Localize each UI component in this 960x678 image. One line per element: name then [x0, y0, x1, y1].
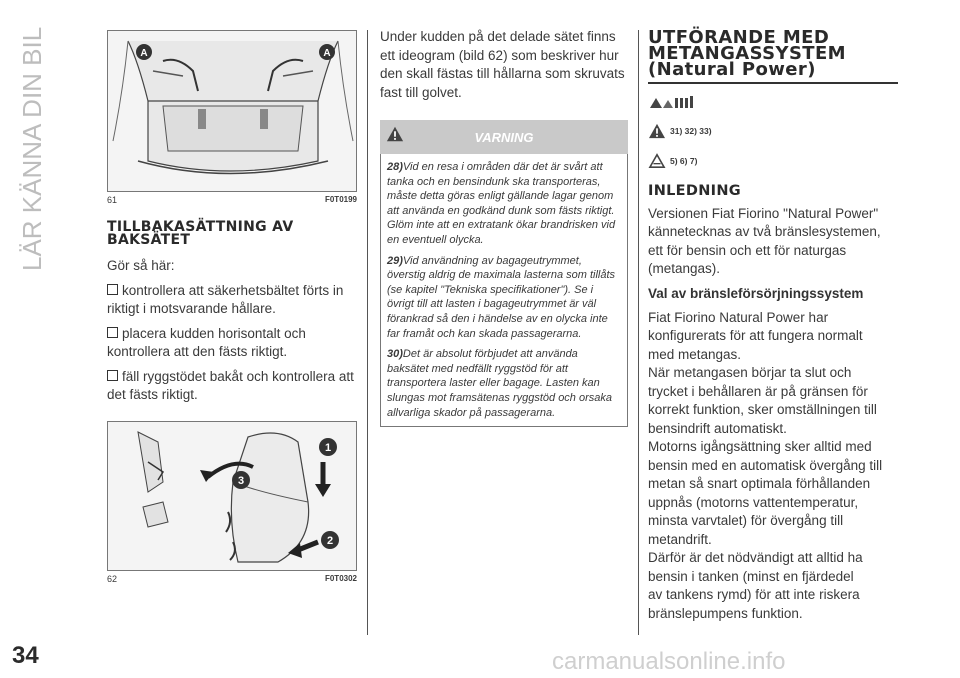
caution-icon [648, 153, 666, 169]
warning-29: 29)Vid användning av bagageutrymmet, överstig aldrig de maximala lasterna som tillåts (se kapitel "Tekniska specifikationer"). Se i övrigt till att lasten i bagageutrymmet är väl förankrad så den i händelse av en olycka inte far framåt och kan skada passagerarna. [387, 254, 616, 340]
figure-61 [107, 30, 357, 192]
svg-text:A: A [323, 48, 331, 59]
figure-61-caption [107, 195, 357, 205]
step-1: kontrollera att säkerhetsbältet förts in riktigt i motsvarande hållare. [107, 282, 344, 316]
checkbox-bullet-icon [107, 327, 118, 338]
figure-62 [107, 421, 357, 571]
step-3: fäll ryggstödet bakåt och kontrollera att det fästs riktigt. [107, 368, 354, 402]
intro-paragraph: Versionen Fiat Fiorino "Natural Power" kännetecknas av två bränslesystemen, ett för bensin och ett för naturgas (metangas). [648, 205, 881, 276]
figure-62-callout-1 [319, 438, 337, 456]
figure-62-code: F0T0302 [324, 573, 357, 583]
figure-62-callout-2 [321, 531, 339, 549]
svg-text:1: 1 [324, 441, 332, 454]
svg-text:2: 2 [326, 534, 334, 547]
warning-box-header [380, 120, 628, 154]
figure-62-illustration [108, 422, 357, 570]
column-2 [380, 30, 628, 427]
warning-box-body [380, 154, 628, 427]
warning-30: 30)Det är absolut förbjudet att använda baksätet med nedfällt ryggstöd för att transportera laster eller bagage. Lasten kan slungas mot framsätenas ryggstöd och orsaka allvarliga skador på passagerarna. [387, 348, 613, 419]
svg-text:A: A [140, 48, 148, 59]
figure-61-number: 61 [107, 195, 118, 205]
figure-62-callout-3 [232, 471, 250, 489]
column-1 [107, 30, 357, 584]
figure-61-illustration [108, 31, 357, 191]
column-3 [648, 27, 898, 623]
warning-28: 28)Vid en resa i områden där det är svårt att tanka och en bensindunk ska transporteras, måste detta göras enligt gällande lagar genom att använda en godkänd dunk som fästs riktigt. Glöm inte att en extratank ökar brandrisken vid en eventuell olycka. [387, 161, 616, 246]
ideogram-paragraph: Under kudden på det delade sätet finns ett ideogram (bild 62) som beskriver hur den skall fästas till hållarna som skruvats fast till golvet. [380, 29, 625, 100]
column-divider-1 [367, 30, 368, 635]
figure-61-code: F0T0199 [324, 195, 357, 204]
checkbox-bullet-icon [107, 284, 118, 295]
fuel-system-subheading: Val av bränsleförsörjningssystem [648, 285, 864, 301]
side-chapter-title [8, 26, 58, 276]
caution-references: 5) 6) 7) [648, 153, 898, 169]
column-divider-2 [638, 30, 639, 635]
section-heading-methane: UTFÖRANDE MED METANGASSYSTEM (Natural Power) [648, 27, 846, 80]
figure-62-caption [107, 574, 357, 584]
section-heading-seat-refit: TILLBAKASÄTTNING AV BAKSÄTET [107, 219, 294, 248]
figure-61-label-a-right [319, 44, 335, 60]
step-2: placera kudden horisontalt och kontrollera att den fästs riktigt. [107, 325, 306, 359]
intro-heading: INLEDNING [648, 182, 741, 199]
side-chapter-title-text: LÄR KÄNNA DIN BIL [17, 26, 47, 271]
warning-references: 31) 32) 33) [648, 123, 898, 139]
figure-61-label-a-left [136, 44, 152, 60]
warning-title: VARNING [474, 130, 534, 145]
page-number: 34 [12, 642, 39, 669]
version-symbol-icon [648, 94, 698, 112]
fuel-system-text: Fiat Fiorino Natural Power har konfigurerats för att fungera normalt med metangas. När metangasen börjar ta slut och trycket i behållaren är på gränsen för korrekt funktion, sker omställningen till bensindrift automatiskt. Motorns igångsättning sker alltid med bensin med en automatisk övergång till metan så snart optimala förhållanden uppnås (motorns vattentemperatur, minsta varvtalet) för övergång till metandrift. Därför är det nödvändigt att alltid ha bensin i tanken (minst en fjärdedel av tankens rymd) för att inte riskera bränslepumpens funktion. [648, 309, 883, 621]
checkbox-bullet-icon [107, 370, 118, 381]
section-intro: Gör så här: [107, 258, 175, 273]
svg-text:3: 3 [237, 474, 245, 487]
watermark-text: carmanualsonline.info [552, 648, 786, 675]
warning-triangle-icon [648, 123, 666, 139]
figure-62-number: 62 [107, 573, 118, 584]
